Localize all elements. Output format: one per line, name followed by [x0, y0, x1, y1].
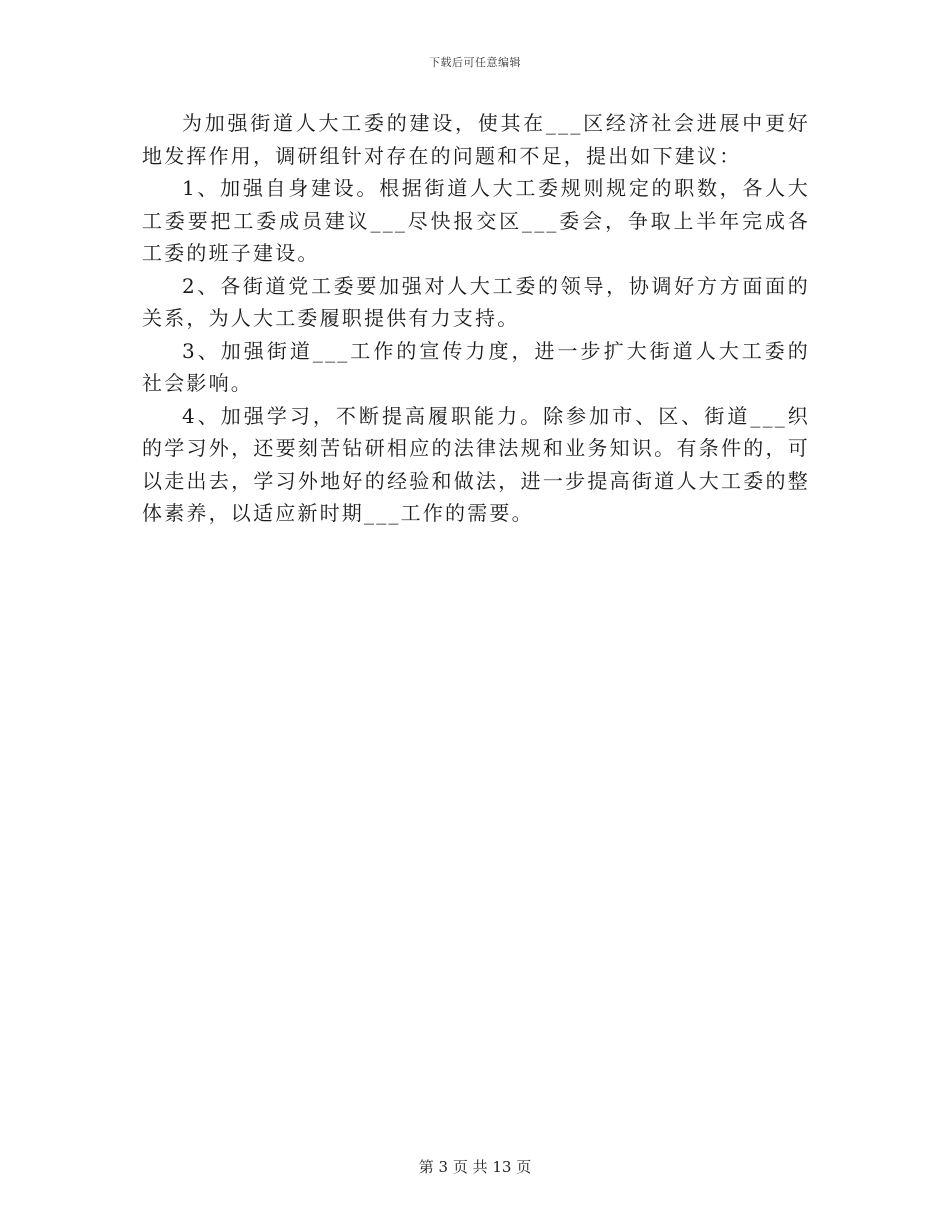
page-number: 第 3 页 共 13 页	[418, 1158, 532, 1176]
paragraph-item-4: 4、加强学习，不断提高履职能力。除参加市、区、街道___织的学习外，还要刻苦钻研相应的法律法规和业务知识。有条件的，可以走出去，学习外地好的经验和做法，进一步提高街道人大工委的整体素养，以适应新时期___工作的需要。	[142, 403, 810, 525]
paragraph-item-2: 2、各街道党工委要加强对人大工委的领导，协调好方方面面的关系，为人大工委履职提供有力支持。	[142, 273, 810, 330]
page-header-note: 下载后可任意编辑	[429, 56, 521, 69]
paragraph-item-1: 1、加强自身建设。根据街道人大工委规则规定的职数，各人大工委要把工委成员建议___尽快报交区___委会，争取上半年完成各工委的班子建设。	[142, 176, 810, 265]
paragraph-item-3: 3、加强街道___工作的宣传力度，进一步扩大街道人大工委的社会影响。	[142, 338, 810, 395]
paragraph-intro: 为加强街道人大工委的建设，使其在___区经济社会进展中更好地发挥作用，调研组针对存在的问题和不足，提出如下建议：	[142, 111, 810, 168]
document-body	[142, 107, 810, 530]
